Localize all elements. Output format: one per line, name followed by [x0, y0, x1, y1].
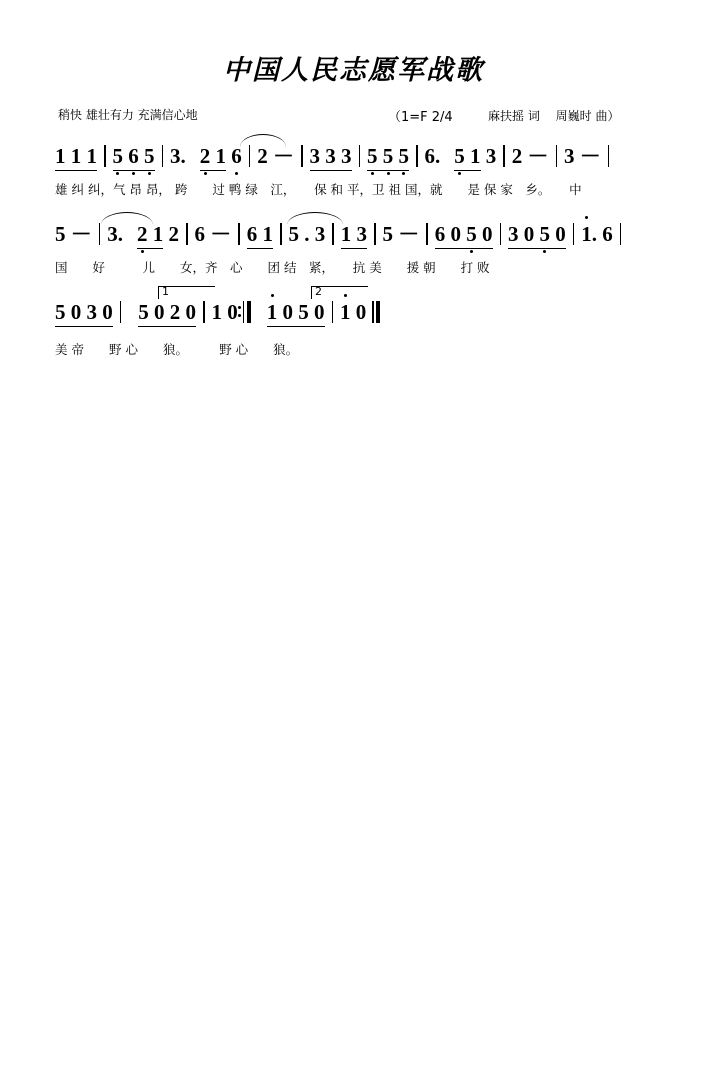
- note: 5: [539, 222, 550, 246]
- note: 3.: [107, 222, 123, 246]
- slur: [240, 134, 286, 147]
- barline: [556, 145, 558, 167]
- note-group: 1 1 1: [55, 144, 97, 171]
- barline: [503, 145, 505, 167]
- note: 3 －: [564, 144, 601, 168]
- barline: [249, 145, 251, 167]
- note-group: 5 1: [454, 144, 480, 171]
- barline: [620, 223, 622, 245]
- note: 5: [398, 144, 409, 168]
- note: 1 0: [340, 300, 367, 324]
- note-group: 1 3: [341, 222, 367, 249]
- barline: [120, 301, 122, 323]
- music-system-2: [0, 218, 707, 294]
- note-group: 6 1: [247, 222, 273, 249]
- barline: [162, 145, 164, 167]
- music-system-3: [0, 285, 707, 376]
- barline: [99, 223, 101, 245]
- barline: [238, 223, 240, 245]
- note: 5: [454, 144, 465, 168]
- note-group: 3 0 5 0: [508, 222, 566, 249]
- note-group: 1 0 5 0: [267, 300, 325, 327]
- note: 3: [485, 144, 497, 168]
- note: 5: [466, 222, 477, 246]
- lyrics-line-3: 美 帝 野 心 狼。 野 心 狼。: [55, 342, 299, 357]
- volta-bracket-2: [311, 286, 368, 299]
- note-group: [367, 144, 409, 171]
- barline: [332, 301, 334, 323]
- note: 2 －: [511, 144, 549, 168]
- barline: [332, 223, 334, 245]
- note: 5: [144, 144, 155, 168]
- volta-number-2: 2: [315, 285, 322, 298]
- barline: [374, 223, 376, 245]
- tempo-marking: 稍快 雄壮有力 充满信心地: [58, 108, 198, 122]
- note-group: 5 0 3 0: [55, 300, 113, 327]
- note: 2: [199, 144, 211, 168]
- volta-bracket-1: [158, 286, 215, 299]
- music-system-1: [0, 140, 707, 216]
- barline: [359, 145, 361, 167]
- notation-line-2: [55, 218, 655, 258]
- note-group: 6 0 5 0: [435, 222, 493, 249]
- note: 3.: [170, 144, 186, 168]
- note: 6: [128, 144, 139, 168]
- barline: [573, 223, 575, 245]
- barline: [280, 223, 282, 245]
- note: 5 －: [55, 222, 92, 246]
- volta-number-1: 1: [162, 285, 169, 298]
- barline: [203, 301, 205, 323]
- notation-line-3: [55, 285, 655, 340]
- lyricist: 麻扶摇 词: [488, 109, 540, 123]
- lyrics-line-1: 雄 纠 纠，气 昂 昂， 跨 过 鸭 绿 江， 保 和 平，卫 祖 国，就 是 保 家 乡。 中: [55, 182, 582, 197]
- repeat-barline: [243, 301, 252, 323]
- note: 5 －: [382, 222, 420, 246]
- note: 2: [137, 222, 148, 246]
- note-group: 3 3 3: [310, 144, 352, 171]
- key-signature: （1=F 2/4: [388, 110, 453, 125]
- page-title: 中国人民志愿军战歌: [223, 55, 484, 85]
- note: 6: [231, 144, 242, 168]
- note: 6 －: [194, 222, 232, 246]
- note: 5: [382, 144, 394, 168]
- note: 5 . 3: [288, 222, 326, 246]
- notation-line-1: [55, 140, 655, 180]
- final-barline: [372, 301, 380, 323]
- note: 2 －: [257, 144, 294, 168]
- credits: [488, 107, 631, 124]
- lyrics-line-2: 国 好 儿 女，齐 心 团 结 紧， 抗 美 援 朝 打 败: [55, 260, 490, 275]
- note: . 6: [591, 222, 613, 246]
- note: 6.: [424, 144, 441, 168]
- note-group: 5 0 2 0: [138, 300, 196, 327]
- barline: [416, 145, 418, 167]
- note: 1: [581, 222, 592, 246]
- barline: [186, 223, 188, 245]
- barline: [500, 223, 502, 245]
- note: 1 0: [211, 300, 238, 324]
- composer: 周巍时 曲）: [555, 109, 620, 123]
- note: 1: [340, 300, 351, 324]
- note-group: 2 1: [137, 222, 163, 249]
- barline: [608, 145, 610, 167]
- barline: [104, 145, 106, 167]
- note-group: [113, 144, 155, 171]
- barline: [426, 223, 428, 245]
- note-group: 2 1: [200, 144, 226, 171]
- note: 5: [112, 144, 123, 168]
- note: 2: [168, 222, 179, 246]
- barline: [301, 145, 303, 167]
- note: 1: [266, 300, 278, 324]
- note: 5: [367, 144, 378, 168]
